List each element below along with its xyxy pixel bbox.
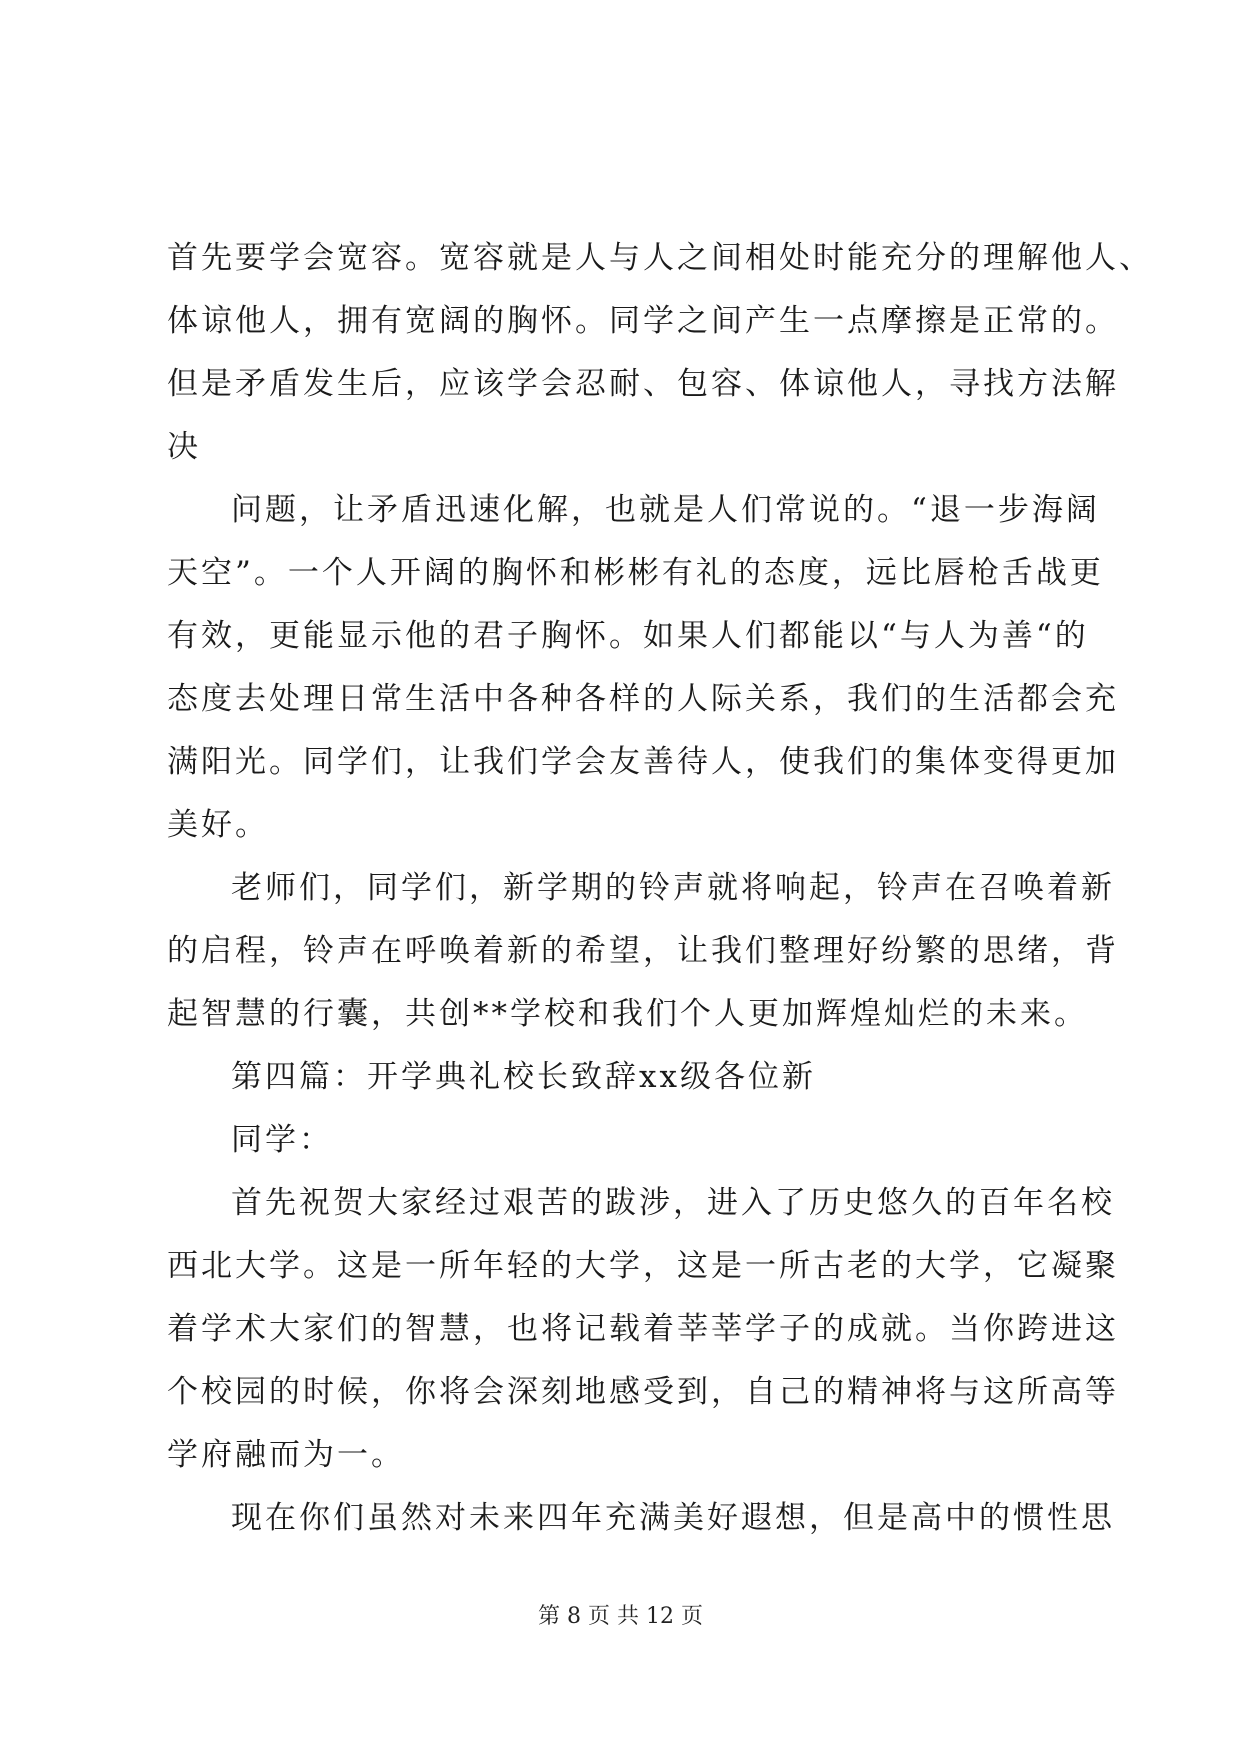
text-line: 老师们，同学们，新学期的铃声就将响起，铃声在召唤着新 xyxy=(231,870,1115,906)
salutation: 同学： xyxy=(231,1122,333,1158)
text-line: 的启程，铃声在呼唤着新的希望，让我们整理好纷繁的思绪，背 xyxy=(167,933,1119,969)
text-line: 但是矛盾发生后，应该学会忍耐、包容、体谅他人，寻找方法解 xyxy=(167,366,1119,402)
text-line: 现在你们虽然对未来四年充满美好遐想，但是高中的惯性思 xyxy=(231,1500,1115,1536)
text-line: 满阳光。同学们，让我们学会友善待人，使我们的集体变得更加 xyxy=(167,744,1119,780)
text-line: 决 xyxy=(167,429,201,465)
text-line: 首先要学会宽容。宽容就是人与人之间相处时能充分的理解他人、 xyxy=(167,240,1153,276)
document-body xyxy=(167,227,1153,1550)
text-line: 问题，让矛盾迅速化解，也就是人们常说的。“退一步海阔 xyxy=(231,492,1100,528)
text-line: 学府融而为一。 xyxy=(167,1437,405,1473)
text-line: 西北大学。这是一所年轻的大学，这是一所古老的大学，它凝聚 xyxy=(167,1248,1119,1284)
text-line: 首先祝贺大家经过艰苦的跋涉，进入了历史悠久的百年名校 xyxy=(231,1185,1115,1221)
text-line: 个校园的时候，你将会深刻地感受到，自己的精神将与这所高等 xyxy=(167,1374,1119,1410)
text-line: 美好。 xyxy=(167,807,269,843)
text-line: 起智慧的行囊，共创**学校和我们个人更加辉煌灿烂的未来。 xyxy=(167,996,1088,1032)
section-heading: 第四篇：开学典礼校长致辞xx级各位新 xyxy=(231,1059,816,1095)
text-line: 天空”。一个人开阔的胸怀和彬彬有礼的态度，远比唇枪舌战更 xyxy=(167,555,1104,591)
page-number: 第 8 页 共 12 页 xyxy=(538,1604,703,1629)
text-line: 有效，更能显示他的君子胸怀。如果人们都能以“与人为善“的 xyxy=(167,618,1089,654)
text-line: 着学术大家们的智慧，也将记载着莘莘学子的成就。当你跨进这 xyxy=(167,1311,1119,1347)
text-line: 体谅他人，拥有宽阔的胸怀。同学之间产生一点摩擦是正常的。 xyxy=(167,303,1119,339)
text-line: 态度去处理日常生活中各种各样的人际关系，我们的生活都会充 xyxy=(167,681,1119,717)
